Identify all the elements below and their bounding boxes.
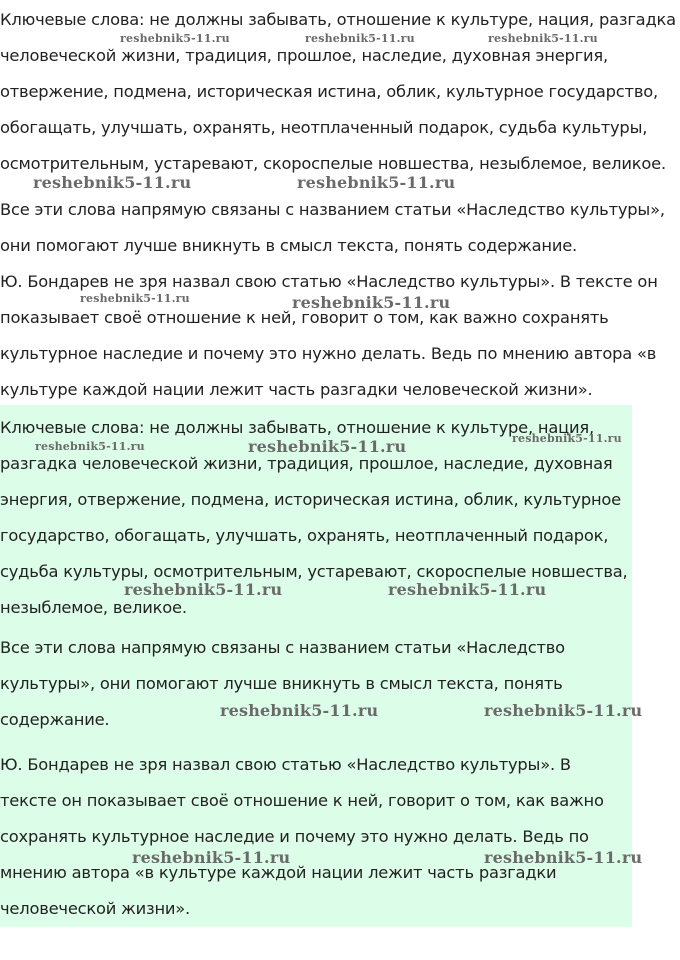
highlighted-author-paragraph: Ю. Бондарев не зря назвал свою статью «Наследство культуры». В тексте он показывает своё отношение к ней, говорит о том, как важно сохранять культурное наследие и почему это нужно делать. Ведь по мнению автора «в культуре каждой нации лежит часть разгадки человеческой жизни». xyxy=(0,755,604,918)
watermark: reshebnik5-11.ru xyxy=(80,292,190,305)
watermark: reshebnik5-11.ru xyxy=(512,432,622,445)
watermark: reshebnik5-11.ru xyxy=(132,848,291,867)
highlighted-keywords-paragraph: Ключевые слова: не должны забывать, отношение к культуре, нация, разгадка человеческой жизни, традиция, прошлое, наследие, духовная энергия, отвержение, подмена, историческая истина, облик, культурное государство, обогащать, улучшать, охранять, неотплаченный подарок, судьба культуры, осмотрительным, устаревают, скороспелые новшества, незыблемое, великое. xyxy=(0,418,628,617)
watermark: reshebnik5-11.ru xyxy=(297,173,456,192)
watermark: reshebnik5-11.ru xyxy=(220,701,379,720)
watermark: reshebnik5-11.ru xyxy=(33,173,192,192)
watermark: reshebnik5-11.ru xyxy=(120,32,230,45)
watermark: reshebnik5-11.ru xyxy=(124,580,283,599)
watermark: reshebnik5-11.ru xyxy=(488,32,598,45)
relation-paragraph: Все эти слова напрямую связаны с названием статьи «Наследство культуры», они помогают лучше вникнуть в смысл текста, понять содержание. xyxy=(0,200,665,255)
author-paragraph: Ю. Бондарев не зря назвал свою статью «Наследство культуры». В тексте он показывает своё отношение к ней, говорит о том, как важно сохранять культурное наследие и почему это нужно делать. Ведь по мнению автора «в культуре каждой нации лежит часть разгадки человеческой жизни». xyxy=(0,272,658,399)
watermark: reshebnik5-11.ru xyxy=(484,701,643,720)
watermark: reshebnik5-11.ru xyxy=(248,437,407,456)
watermark: reshebnik5-11.ru xyxy=(292,293,451,312)
highlighted-relation-paragraph: Все эти слова напрямую связаны с названием статьи «Наследство культуры», они помогают лучше вникнуть в смысл текста, понять содержание. xyxy=(0,638,565,729)
watermark: reshebnik5-11.ru xyxy=(35,440,145,453)
watermark: reshebnik5-11.ru xyxy=(305,32,415,45)
watermark: reshebnik5-11.ru xyxy=(388,580,547,599)
keywords-paragraph: Ключевые слова: не должны забывать, отношение к культуре, нация, разгадка человеческой жизни, традиция, прошлое, наследие, духовная энергия, отвержение, подмена, историческая истина, облик, культурное государство, обогащать, улучшать, охранять, неотплаченный подарок, судьба культуры, осмотрительным, устаревают, скороспелые новшества, незыблемое, великое. xyxy=(0,10,676,173)
watermark: reshebnik5-11.ru xyxy=(484,848,643,867)
